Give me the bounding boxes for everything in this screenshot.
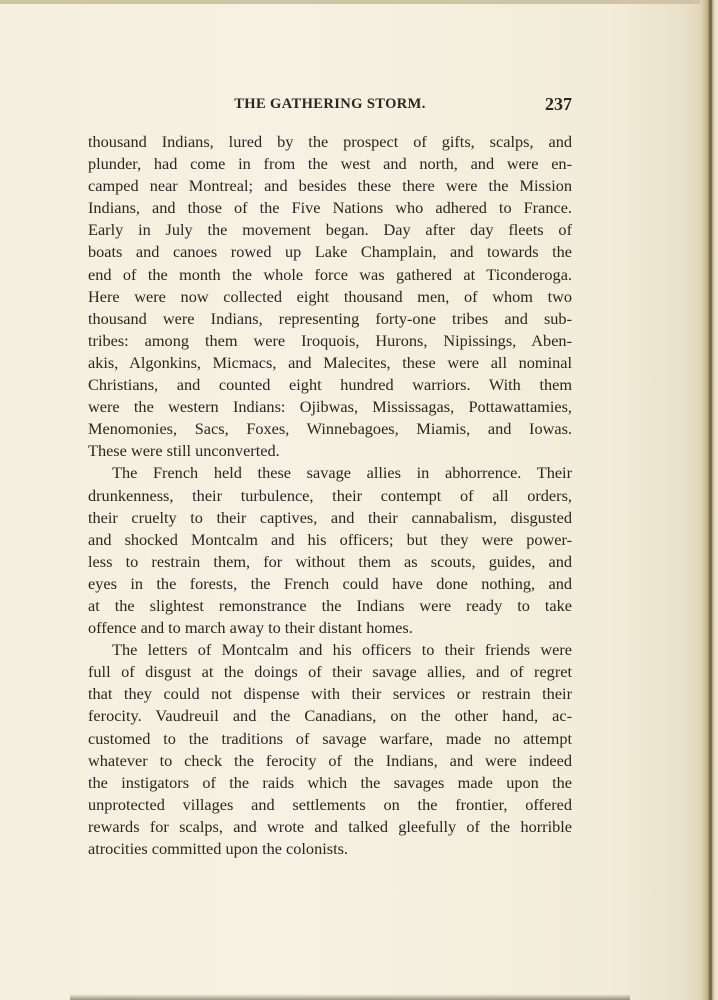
paragraph-end-line: These were still unconverted. [88,441,280,461]
text-line: and shocked Montcalm and his officers; but they were power- [88,529,572,549]
text-line: less to restrain them, for without them as scouts, guides, and [88,551,572,571]
text-line: ferocity. Vaudreuil and the Canadians, on the other hand, ac- [88,706,572,726]
text-line: end of the month the whole force was gathered at Ticonderoga. [88,264,572,284]
text-line: boats and canoes rowed up Lake Champlain, and towards the [88,242,572,262]
text-line: their cruelty to their captives, and their cannabalism, disgusted [88,507,572,527]
text-line: the instigators of the raids which the savages made upon the [88,772,572,792]
text-line: that they could not dispense with their services or restrain their [88,684,572,704]
text-line: Indians, and those of the Five Nations who adhered to France. [88,198,572,218]
paragraph-start-line: The French held these savage allies in abhorrence. Their [112,463,572,483]
text-line: Menomonies, Sacs, Foxes, Winnebagoes, Miamis, and Iowas. [88,419,572,439]
text-line: akis, Algonkins, Micmacs, and Malecites, these were all nominal [88,352,572,372]
text-line: thousand Indians, lured by the prospect of gifts, scalps, and [88,132,572,151]
text-line: were the western Indians: Ojibwas, Mississagas, Pottawattamies, [88,397,572,417]
text-line: tribes: among them were Iroquois, Hurons, Nipissings, Aben- [88,330,572,350]
page-number: 237 [545,94,572,114]
page-top-edge [0,0,718,4]
running-head-title: THE GATHERING STORM. [234,96,426,112]
text-line: eyes in the forests, the French could have done nothing, and [88,573,572,593]
text-line: at the slightest remonstrance the Indians were ready to take [88,595,572,615]
text-line: plunder, had come in from the west and north, and were en- [88,154,572,174]
text-line: Christians, and counted eight hundred warriors. With them [88,375,572,395]
text-line: customed to the traditions of savage warfare, made no attempt [88,728,572,748]
text-line: unprotected villages and settlements on the frontier, offered [88,794,572,814]
gutter-ridge [709,0,712,1000]
text-line: whatever to check the ferocity of the Indians, and were indeed [88,750,572,770]
text-line: full of disgust at the doings of their savage allies, and of regret [88,662,572,682]
running-head [88,93,572,115]
paragraph-start-line: The letters of Montcalm and his officers to their friends were [112,640,572,660]
text-line: Early in July the movement began. Day after day fleets of [88,220,572,240]
body-text [88,131,572,860]
text-line: camped near Montreal; and besides these there were the Mission [88,176,572,196]
text-line: rewards for scalps, and wrote and talked gleefully of the horrible [88,816,572,836]
text-line: drunkenness, their turbulence, their contempt of all orders, [88,485,572,505]
paragraph-end-line: atrocities committed upon the colonists. [88,839,348,858]
paragraph-end-line: offence and to march away to their distant homes. [88,618,413,638]
page-bottom-shadow [70,994,630,1000]
text-line: Here were now collected eight thousand men, of whom two [88,286,572,306]
text-line: thousand were Indians, representing forty-one tribes and sub- [88,308,572,328]
page-gutter-fold [700,0,718,1000]
